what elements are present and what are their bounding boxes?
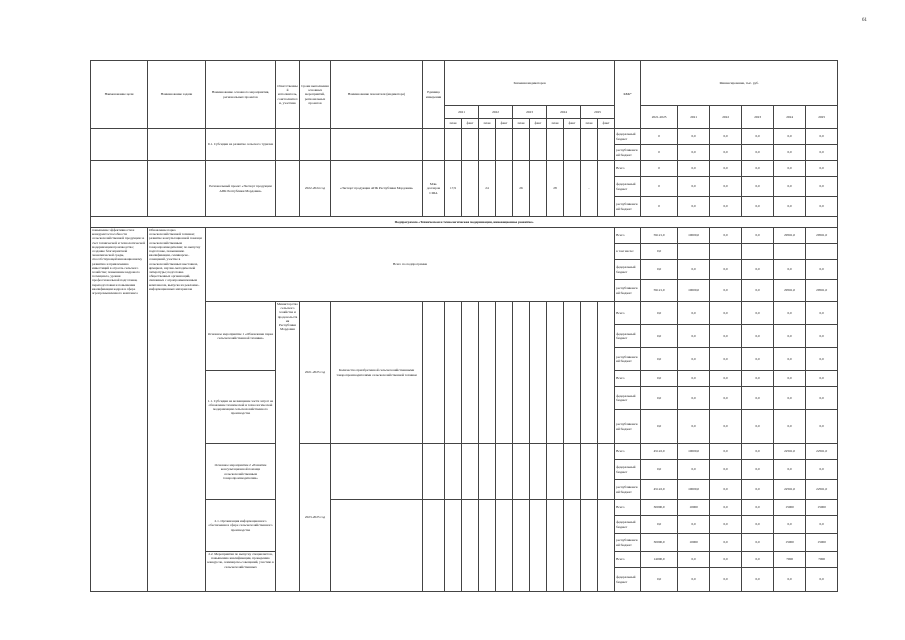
fin-cell: 7000 bbox=[774, 552, 806, 568]
kbk-cell: Всего bbox=[615, 228, 641, 244]
fin-cell: 0,0 bbox=[806, 348, 838, 371]
fin-cell: 10000,0 bbox=[678, 280, 710, 302]
indicator-value: 26 bbox=[513, 161, 530, 217]
fin-cell: 0,0 bbox=[710, 302, 742, 325]
fin-cell: 0,0 bbox=[742, 325, 774, 348]
fin-cell: 0,0 bbox=[742, 145, 774, 161]
regional-project: Региональный проект «Экспорт продукции АПК Республики Мордовия» bbox=[206, 161, 276, 217]
header-responsible: Ответственный исполнитель, соисполнители, участник bbox=[276, 61, 300, 129]
regional-term: 2022-2024 год bbox=[300, 161, 331, 217]
empty-cell bbox=[91, 161, 148, 217]
fin-cell: 0,0 bbox=[710, 534, 742, 552]
header-year: 2022 bbox=[479, 106, 513, 119]
fin-cell: 0,0 bbox=[774, 348, 806, 371]
header-event: Наименование основного мероприятия, региональных проектов bbox=[206, 61, 276, 129]
fin-cell: 0,0 bbox=[710, 129, 742, 145]
header-finance: Финансирование, тыс. руб. bbox=[641, 61, 838, 106]
kbk-cell: Всего bbox=[615, 444, 641, 460]
kbk-cell: федеральный бюджет bbox=[615, 260, 641, 280]
fin-cell: 0,0 bbox=[678, 177, 710, 197]
fin-cell: 0,0 bbox=[678, 460, 710, 480]
header-term: Сроки выполнения основных мероприятий, региональных проектов bbox=[300, 61, 331, 129]
fin-cell: 0,0 bbox=[774, 460, 806, 480]
kbk-cell: федеральный бюджет bbox=[615, 129, 641, 145]
header-fin-year: 2022 bbox=[710, 106, 742, 129]
header-unit: Единица измерения bbox=[423, 61, 445, 129]
fin-cell: 0,0 bbox=[641, 460, 678, 480]
indicator-value: 28 bbox=[547, 161, 564, 217]
fin-cell: 0,0 bbox=[806, 197, 838, 217]
term: 2021-2025 год bbox=[300, 302, 331, 444]
fin-cell: 29561,0 bbox=[806, 228, 838, 244]
fin-cell: 15000 bbox=[806, 500, 838, 516]
fin-cell: 0,0 bbox=[806, 161, 838, 177]
fin-cell: 45122,0 bbox=[641, 444, 678, 460]
fin-cell: 0,0 bbox=[742, 516, 774, 534]
fin-cell: 0,0 bbox=[641, 244, 678, 260]
fin-cell: 0,0 bbox=[641, 568, 678, 592]
event-2: Основное мероприятие 2 «Развитие консультационной помощи сельскохозяйственным товаропроизводителям» bbox=[206, 444, 276, 500]
header-fact: факт bbox=[598, 119, 615, 129]
fin-cell: 0,0 bbox=[742, 444, 774, 460]
fin-cell: 0,0 bbox=[641, 325, 678, 348]
task-text: Обновление парка сельскохозяйственной техники; развитие консультационной помощи сельскохозяйственным товаропроизводителям; по выпуску подготовке, повышению квалификации, семинарско-совещаний, участие в сельскохозяйственных выставках, ярмарках, научно-методической литературы; подготовка общественных организаций, связанных с агропромышленным комплексом, выпуска из рекламно-информационных материалов bbox=[148, 228, 206, 592]
indicator-value: 24 bbox=[479, 161, 496, 217]
fin-cell: 0,0 bbox=[742, 348, 774, 371]
fin-cell: 0,0 bbox=[678, 302, 710, 325]
fin-cell: 0,0 bbox=[710, 161, 742, 177]
kbk-cell: федеральный бюджет bbox=[615, 177, 641, 197]
fin-cell: 0,0 bbox=[806, 516, 838, 534]
fin-cell: 15000 bbox=[806, 534, 838, 552]
kbk-cell: в том числе: bbox=[615, 244, 641, 260]
fin-cell: 0,0 bbox=[806, 325, 838, 348]
fin-cell: 0,0 bbox=[710, 228, 742, 244]
fin-cell: 0,0 bbox=[774, 129, 806, 145]
fin-cell: 0,0 bbox=[678, 387, 710, 410]
event-9-1: 9.1. Субсидии на развитие сельского туризма bbox=[206, 129, 276, 161]
fin-cell: 0,0 bbox=[641, 387, 678, 410]
header-plan: план bbox=[581, 119, 598, 129]
regional-unit: Млн. долларов США bbox=[423, 161, 445, 217]
kbk-cell: Всего bbox=[615, 371, 641, 387]
fin-cell: 0,0 bbox=[742, 161, 774, 177]
fin-cell: 14000,0 bbox=[641, 552, 678, 568]
total-label: Всего по подпрограмме bbox=[206, 228, 615, 302]
kbk-cell: Всего bbox=[615, 302, 641, 325]
fin-cell: 0,0 bbox=[774, 161, 806, 177]
fin-cell: 0,0 bbox=[710, 480, 742, 500]
indicator-dash: - bbox=[581, 161, 598, 217]
fin-cell: 0,0 bbox=[774, 302, 806, 325]
fin-cell: 0,0 bbox=[710, 348, 742, 371]
fin-cell: 0,0 bbox=[742, 302, 774, 325]
fin-cell: 0,0 bbox=[678, 516, 710, 534]
regional-indicator: «Экспорт продукции АПК Республики Мордовия» bbox=[331, 161, 423, 217]
kbk-cell: республиканский бюджет bbox=[615, 145, 641, 161]
empty-cell bbox=[148, 129, 206, 161]
fin-cell: 0,0 bbox=[806, 129, 838, 145]
fin-cell: 0,0 bbox=[710, 410, 742, 444]
header-fin-year: 2023 bbox=[742, 106, 774, 129]
event-2-2: 2.2. Мероприятия по выпуску специалистов, повышению квалификации, проведению конкурсов, семинарско-совещаний, участию в сельскохозяйственных bbox=[206, 552, 276, 592]
fin-cell: 0,0 bbox=[641, 410, 678, 444]
empty-cell bbox=[148, 161, 206, 217]
fin-cell: 0,0 bbox=[678, 260, 710, 280]
fin-cell: 0,0 bbox=[678, 325, 710, 348]
header-indicator: Наименование показателя (индикатора) bbox=[331, 61, 423, 129]
fin-cell: 0,0 bbox=[641, 260, 678, 280]
fin-cell: 0,0 bbox=[806, 371, 838, 387]
fin-cell: 0,0 bbox=[710, 325, 742, 348]
empty-cell bbox=[91, 129, 148, 161]
indicator-equipment: Количество приобретенной сельскохозяйственными товаропроизводителями сельскохозяйственной техники bbox=[331, 302, 423, 444]
header-kbk: КБК* bbox=[615, 61, 641, 129]
kbk-cell: республиканский бюджет bbox=[615, 534, 641, 552]
fin-cell: 0,0 bbox=[710, 568, 742, 592]
fin-cell: 0,0 bbox=[806, 460, 838, 480]
header-fin-year: 2021 bbox=[678, 106, 710, 129]
kbk-cell: федеральный бюджет bbox=[615, 460, 641, 480]
fin-cell: 0,0 bbox=[742, 480, 774, 500]
kbk-cell: федеральный бюджет bbox=[615, 516, 641, 534]
fin-cell: 0,0 bbox=[774, 177, 806, 197]
fin-cell: 0,0 bbox=[742, 197, 774, 217]
fin-cell: 0,0 bbox=[742, 534, 774, 552]
fin-cell: 29561,0 bbox=[774, 280, 806, 302]
page-number: 61 bbox=[862, 18, 867, 23]
header-fact: факт bbox=[462, 119, 479, 129]
fin-cell: 0,0 bbox=[774, 516, 806, 534]
fin-cell: 0,0 bbox=[774, 145, 806, 161]
program-table bbox=[90, 60, 838, 592]
fin-cell: 7000 bbox=[806, 552, 838, 568]
fin-cell: 0,0 bbox=[678, 371, 710, 387]
fin-cell: 0,0 bbox=[710, 460, 742, 480]
kbk-cell: республиканский бюджет bbox=[615, 480, 641, 500]
fin-cell: 0 bbox=[641, 145, 678, 161]
fin-cell: 0,0 bbox=[742, 460, 774, 480]
fin-cell: 30000,0 bbox=[641, 534, 678, 552]
fin-cell: 0,0 bbox=[742, 129, 774, 145]
fin-cell: 22561,0 bbox=[806, 444, 838, 460]
fin-cell: 0,0 bbox=[806, 568, 838, 592]
kbk-cell: Всего bbox=[615, 500, 641, 516]
fin-cell: 0,0 bbox=[806, 145, 838, 161]
fin-cell: 0,0 bbox=[641, 302, 678, 325]
fin-cell: 59121,0 bbox=[641, 280, 678, 302]
fin-cell: 0 bbox=[641, 197, 678, 217]
fin-cell: 22561,0 bbox=[774, 480, 806, 500]
fin-cell: 0,0 bbox=[742, 371, 774, 387]
goal-text: повышение эффективности и конкурентоспособности сельскохозяйственной продукции за счет технической и технологической модернизации производства; создание благоприятной экономической среды, способствующей инновационному развитию и привлечению инвестиций в отрасль сельского хозяйства; повышение кадрового потенциала, уровня профессиональной подготовки, переподготовки и повышения квалификации кадров в сфере агропромышленного комплекса bbox=[91, 228, 148, 592]
fin-cell: 15000 bbox=[774, 500, 806, 516]
fin-cell: 0,0 bbox=[641, 516, 678, 534]
kbk-cell: Всего bbox=[615, 552, 641, 568]
header-year: 2021 bbox=[445, 106, 479, 119]
fin-cell: 0,0 bbox=[678, 161, 710, 177]
fin-cell: 0,0 bbox=[742, 387, 774, 410]
kbk-cell: федеральный бюджет bbox=[615, 387, 641, 410]
fin-cell: 0,0 bbox=[710, 260, 742, 280]
fin-cell: 0,0 bbox=[710, 197, 742, 217]
fin-cell: 0,0 bbox=[710, 500, 742, 516]
fin-cell: 0,0 bbox=[678, 145, 710, 161]
fin-cell: 0,0 bbox=[710, 552, 742, 568]
fin-cell: 0,0 bbox=[678, 348, 710, 371]
fin-cell: 29561,0 bbox=[774, 228, 806, 244]
header-fin-year: 2024 bbox=[774, 106, 806, 129]
fin-cell: 0,0 bbox=[806, 302, 838, 325]
fin-cell: 0,0 bbox=[742, 500, 774, 516]
fin-cell: 0,0 bbox=[742, 568, 774, 592]
fin-cell: 0,0 bbox=[742, 260, 774, 280]
kbk-cell: республиканский бюджет bbox=[615, 280, 641, 302]
fin-cell: 0,0 bbox=[774, 371, 806, 387]
header-year: 2024 bbox=[547, 106, 581, 119]
ministry: Министерство сельского хозяйства и продовольствия Республики Мордовия bbox=[276, 302, 300, 592]
fin-cell: 0 bbox=[641, 129, 678, 145]
fin-cell: 0,0 bbox=[806, 260, 838, 280]
fin-cell: 0,0 bbox=[641, 371, 678, 387]
fin-cell: 0,0 bbox=[710, 371, 742, 387]
fin-cell: 10000,0 bbox=[678, 228, 710, 244]
event-1-1: 1.1. Субсидии на возмещение части затрат на обновление технической и технологической модернизации сельскохозяйственного производства bbox=[206, 371, 276, 444]
fin-cell: 0,0 bbox=[710, 444, 742, 460]
fin-cell: 0,0 bbox=[678, 410, 710, 444]
header-plan: план bbox=[547, 119, 564, 129]
fin-cell: 0,0 bbox=[774, 410, 806, 444]
kbk-cell: республиканский бюджет bbox=[615, 410, 641, 444]
fin-cell: 10000 bbox=[678, 534, 710, 552]
fin-cell: 22561,0 bbox=[774, 444, 806, 460]
fin-cell: 45122,0 bbox=[641, 480, 678, 500]
fin-cell: 0,0 bbox=[678, 129, 710, 145]
kbk-cell: Всего bbox=[615, 161, 641, 177]
header-year: 2025 bbox=[581, 106, 615, 119]
header-plan: план bbox=[513, 119, 530, 129]
fin-cell: 10000 bbox=[678, 500, 710, 516]
fin-cell: 0,0 bbox=[806, 410, 838, 444]
header-fin-year: 2021-2025 bbox=[641, 106, 678, 129]
fin-cell: 0,0 bbox=[742, 177, 774, 197]
fin-cell: 59121,0 bbox=[641, 228, 678, 244]
fin-cell: 0,0 bbox=[678, 568, 710, 592]
header-goal: Наименование цели bbox=[91, 61, 148, 129]
fin-cell: 0,0 bbox=[774, 325, 806, 348]
header-task: Наименование задачи bbox=[148, 61, 206, 129]
subprogram-title: Подпрограмма «Техническая и технологическая модернизация, инновационное развитие» bbox=[91, 217, 838, 228]
fin-cell: 0,0 bbox=[710, 387, 742, 410]
indicator-value: 17,9 bbox=[445, 161, 462, 217]
fin-cell: 10000,0 bbox=[678, 480, 710, 500]
fin-cell: 30000,0 bbox=[641, 500, 678, 516]
fin-cell: 0,0 bbox=[710, 145, 742, 161]
header-fact: факт bbox=[564, 119, 581, 129]
fin-cell: 0,0 bbox=[774, 197, 806, 217]
kbk-cell: федеральный бюджет bbox=[615, 325, 641, 348]
kbk-cell: федеральный бюджет bbox=[615, 568, 641, 592]
header-plan: план bbox=[445, 119, 462, 129]
term: 2023-2025 год bbox=[300, 444, 331, 592]
fin-cell: 0,0 bbox=[678, 197, 710, 217]
event-2-1: 2.1. Организация информационного обеспечения в сфере сельскохозяйственного производства bbox=[206, 500, 276, 552]
fin-cell: 0,0 bbox=[742, 552, 774, 568]
fin-cell: 0,0 bbox=[710, 177, 742, 197]
program-table-sheet bbox=[90, 60, 831, 584]
fin-cell: 10000,0 bbox=[678, 444, 710, 460]
fin-cell: 15000 bbox=[774, 534, 806, 552]
fin-cell: 22561,0 bbox=[806, 480, 838, 500]
fin-cell: 0,0 bbox=[806, 177, 838, 197]
fin-cell: 0,0 bbox=[806, 387, 838, 410]
fin-cell: 0,0 bbox=[710, 516, 742, 534]
event-1: Основное мероприятие 1 «Обновление парка сельскохозяйственной техники» bbox=[206, 302, 276, 371]
fin-cell: 0,0 bbox=[742, 410, 774, 444]
fin-cell: 29561,0 bbox=[806, 280, 838, 302]
fin-cell: 0,0 bbox=[710, 280, 742, 302]
header-fact: факт bbox=[530, 119, 547, 129]
fin-cell: 0,0 bbox=[641, 348, 678, 371]
header-year: 2023 bbox=[513, 106, 547, 119]
fin-cell: 0 bbox=[641, 177, 678, 197]
fin-cell: 0 bbox=[641, 161, 678, 177]
fin-cell: 0,0 bbox=[742, 228, 774, 244]
fin-cell: 0,0 bbox=[678, 552, 710, 568]
kbk-cell: республиканский бюджет bbox=[615, 197, 641, 217]
header-values: Значения индикаторов bbox=[445, 61, 615, 106]
fin-cell: 0,0 bbox=[774, 260, 806, 280]
header-fact: факт bbox=[496, 119, 513, 129]
fin-cell: 0,0 bbox=[774, 387, 806, 410]
fin-cell: 0,0 bbox=[774, 568, 806, 592]
header-fin-year: 2025 bbox=[806, 106, 838, 129]
fin-cell: 0,0 bbox=[742, 280, 774, 302]
kbk-cell: республиканский бюджет bbox=[615, 348, 641, 371]
header-plan: план bbox=[479, 119, 496, 129]
